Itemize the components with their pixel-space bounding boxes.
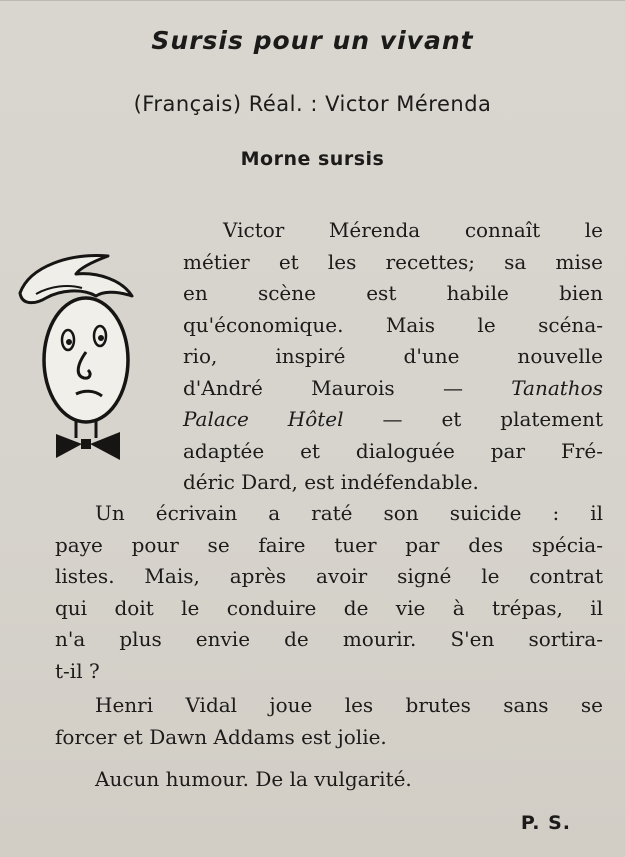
paragraph-1-line: adaptée et dialoguée par Fré- (183, 438, 603, 463)
paragraph-2-line: n'a plus envie de mourir. S'en sortira- (55, 627, 603, 651)
article-subtitle: Morne sursis (240, 148, 385, 170)
paragraph-1-line: rio, inspiré d'une nouvelle (183, 344, 603, 368)
paragraph-1-line: métier et les recettes; sa mise (183, 249, 603, 274)
paragraph-1-line: déric Dard, est indéfendable. (183, 470, 479, 494)
paragraph-2-line: paye pour se faire tuer par des spécia- (55, 532, 603, 557)
paragraph-2 (55, 498, 603, 687)
paragraph-4 (55, 764, 603, 796)
paragraph-1-text: — et platement (382, 407, 603, 431)
caricature-illustration (10, 248, 140, 473)
film-credit: (Français) Réal. : Victor Mérenda (133, 92, 492, 116)
paragraph-3-line: forcer et Dawn Addams est jolie. (55, 724, 387, 749)
paragraph-3-line: Henri Vidal joue les brutes sans se (95, 693, 603, 717)
paragraph-1-line: Victor Mérenda connaît le (223, 218, 603, 242)
paragraph-1-line: en scène est habile bien (183, 281, 603, 305)
paragraph-1-text: d'André Maurois — (183, 375, 463, 400)
novel-title-part-1: Tanathos (511, 375, 603, 400)
paragraph-2-line: Un écrivain a raté son suicide : il (95, 501, 603, 525)
paragraph-2-line: t-il ? (55, 658, 100, 683)
paragraph-1-line: qu'économique. Mais le scéna- (183, 312, 603, 337)
article-title: Sursis pour un vivant (151, 26, 474, 55)
novel-title-part-2: Palace Hôtel (183, 407, 344, 431)
paragraph-1 (183, 215, 603, 499)
top-edge (0, 0, 625, 1)
paragraph-2-line: listes. Mais, après avoir signé le contrat (55, 564, 603, 588)
paragraph-4-line: Aucun humour. De la vulgarité. (95, 767, 412, 791)
author-signature: P. S. (520, 812, 571, 834)
paragraph-3 (55, 690, 603, 753)
paragraph-1-line-6 (183, 373, 603, 405)
paragraph-1-line-7 (183, 404, 603, 436)
paragraph-2-line: qui doit le conduire de vie à trépas, il (55, 595, 603, 620)
